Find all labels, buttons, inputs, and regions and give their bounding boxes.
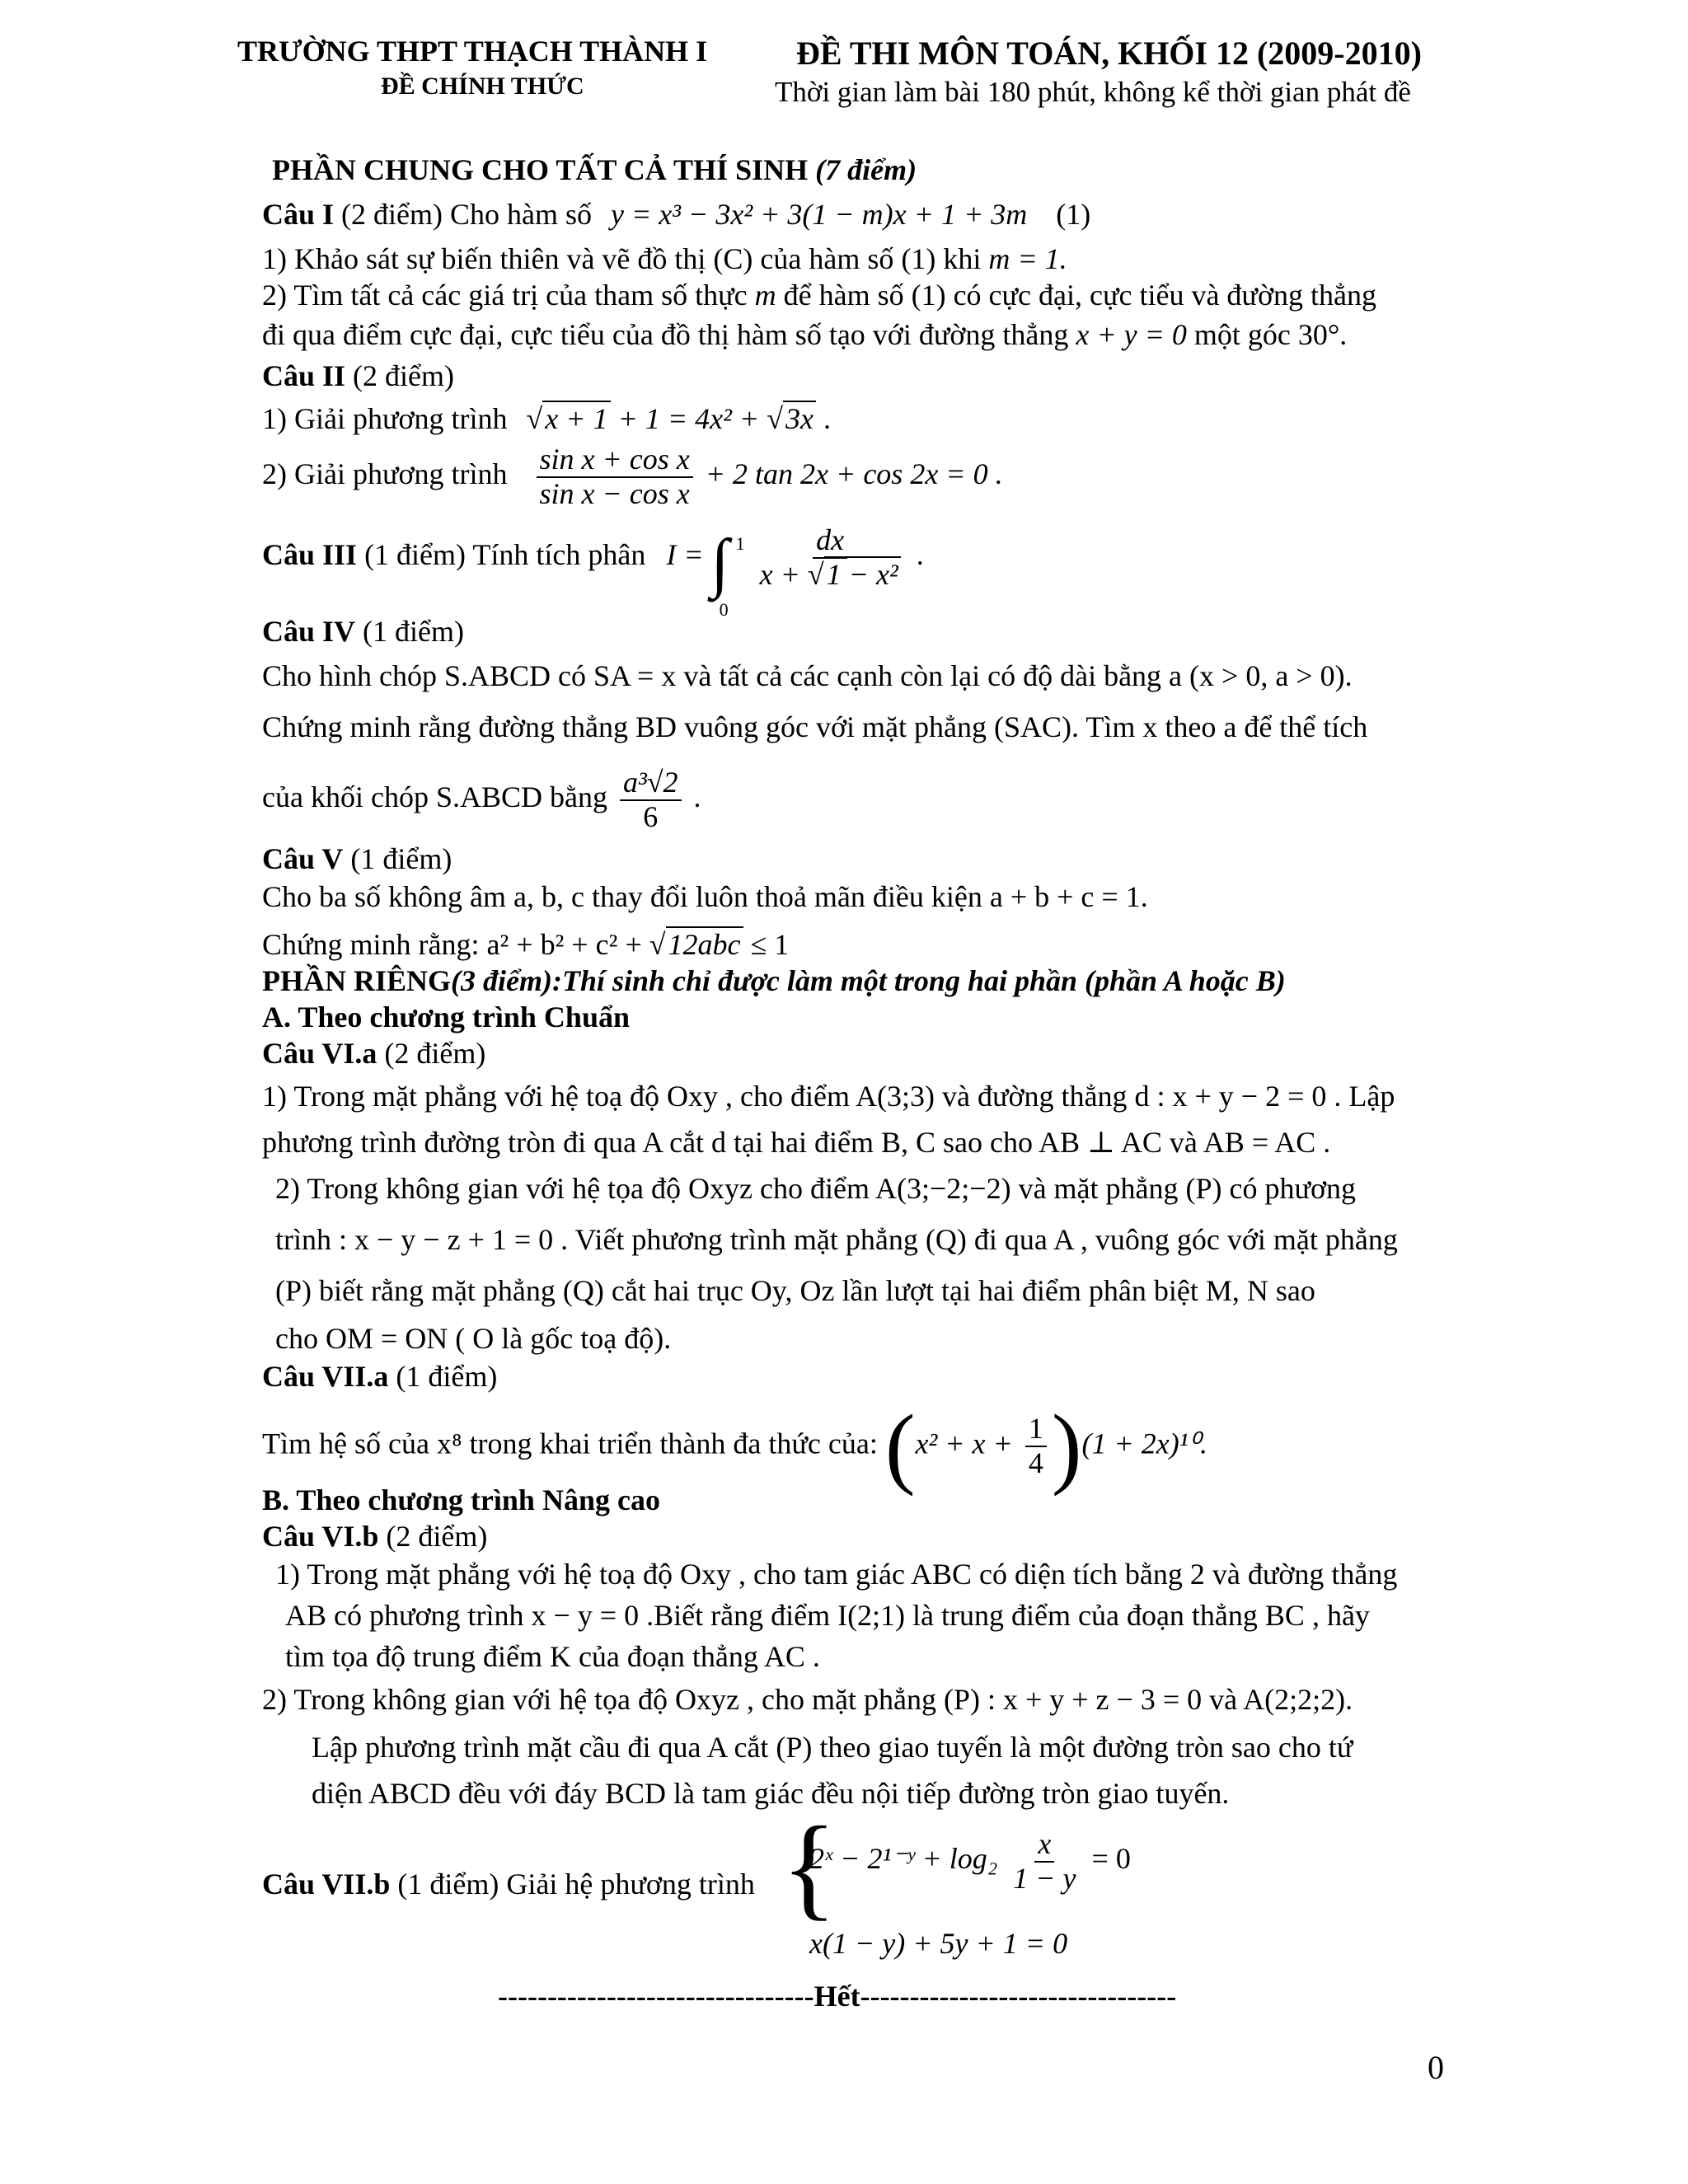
q1-line — [262, 198, 1090, 232]
partA-q7-fraction — [1025, 1413, 1047, 1479]
partA-q6-line4: trình : x − y − z + 1 = 0 . Viết phương trình mặt phẳng (Q) đi qua A , vuông góc với mặt phẳng — [275, 1223, 1398, 1256]
partA-q7-poly: x² + x + — [915, 1427, 1013, 1460]
partA-q7-intro: (1 điểm) — [396, 1360, 498, 1393]
partB-q6-line4: 2) Trong không gian với hệ tọa độ Oxyz , cho mặt phẳng (P) : x + y + z − 3 = 0 và A(2;2;2). — [262, 1683, 1353, 1716]
q4-line3-text: của khối chóp S.ABCD bằng — [262, 780, 607, 813]
q1-part2-line2 — [262, 318, 1347, 352]
q2-part1: 1) Giải phương trình √x + 1 + 1 = 4x² + √3x . — [262, 402, 831, 435]
q2-header — [262, 359, 454, 393]
q3-end: . — [916, 537, 924, 571]
private-rest: (3 điểm):Thí sinh chỉ được làm một trong hai phần (phần A hoặc B) — [451, 964, 1286, 997]
partA-q6-line5: (P) biết rằng mặt phẳng (Q) cắt hai trục Oy, Oz lần lượt tại hai điểm phân biệt M, N sao — [275, 1274, 1315, 1307]
q3-denominator: x + √1 − x² — [757, 559, 904, 592]
system-eq1-fraction — [1010, 1828, 1079, 1895]
q2-part2-fraction — [537, 443, 693, 510]
partA-title: A. Theo chương trình Chuẩn — [262, 1001, 630, 1033]
q5-line2: Chứng minh rằng: a² + b² + c² + √12abc ≤ 1 — [262, 928, 790, 961]
private-heading — [262, 964, 1286, 998]
q5-line2-text: Chứng minh rằng: a² + b² + c² + — [262, 928, 642, 961]
partA-q6-line1: 1) Trong mặt phẳng với hệ toạ độ Oxy , cho điểm A(3;3) và đường thẳng d : x + y − 2 = 0 . Lập — [262, 1080, 1395, 1113]
q4-numerator: a³√2 — [620, 766, 682, 801]
partB-q6-label: Câu VI.b — [262, 1520, 379, 1553]
q4-line2: Chứng minh rằng đường thẳng BD vuông góc với mặt phẳng (SAC). Tìm x theo a để thể tích — [262, 710, 1368, 743]
q3-lower-bound: 0 — [719, 598, 729, 620]
system-eq1-numerator: x — [1034, 1828, 1054, 1863]
common-title: PHẦN CHUNG CHO TẤT CẢ THÍ SINH — [272, 153, 809, 186]
q2-part1-sqrt2: 3x — [783, 401, 816, 435]
q4-line3 — [262, 766, 701, 833]
partB-q6-line2: AB có phương trình x − y = 0 .Biết rằng điểm I(2;1) là trung điểm của đoạn thẳng BC , hãy — [285, 1599, 1370, 1632]
q2-part2-rest: + 2 tan 2x + cos 2x = 0 . — [705, 457, 1003, 490]
q1-intro: (2 điểm) Cho hàm số — [341, 198, 592, 231]
partA-q6-header — [262, 1037, 485, 1071]
q4-end: . — [693, 780, 701, 813]
system-eq1 — [809, 1828, 1131, 1895]
system-eq2: x(1 − y) + 5y + 1 = 0 — [809, 1927, 1068, 1960]
q1-part1 — [262, 242, 1067, 276]
q3-numerator: dx — [813, 524, 847, 559]
q1-part2-line-eq: x + y = 0 — [1076, 318, 1187, 351]
q3-line: Câu III (1 điểm) Tính tích phân I = ∫ 1 0 $\frac{dx}{\text{x + √1 − x²}}$ . — [262, 523, 924, 620]
system-eq1-left: 2ˣ − 2¹⁻ʸ + log₂ — [809, 1841, 998, 1875]
partB-q7-label: Câu VII.b — [262, 1868, 391, 1900]
partB-q6-header — [262, 1520, 487, 1554]
q5-label: Câu V — [262, 842, 344, 875]
common-points: (7 điểm) — [815, 153, 917, 186]
q2-label: Câu II — [262, 359, 346, 392]
q2-part2-text: 2) Giải phương trình — [262, 457, 508, 490]
q1-part2-param: m — [754, 279, 776, 312]
system-eq1-denominator: 1 − y — [1013, 1861, 1076, 1895]
partA-q7-text: Tìm hệ số của x⁸ trong khai triển thành đa thức của: — [262, 1427, 878, 1460]
q2-part2-numerator: sin x + cos x — [537, 443, 693, 478]
partA-q7-numerator: 1 — [1025, 1413, 1047, 1447]
q2-part2-denominator: sin x − cos x — [539, 476, 690, 510]
q2-part1-end: . — [823, 402, 831, 435]
q1-eq-number: (1) — [1056, 198, 1091, 231]
q4-intro: (1 điểm) — [363, 615, 464, 648]
q5-ineq: ≤ 1 — [750, 928, 790, 961]
official-label: ĐỀ CHÍNH THỨC — [381, 73, 584, 100]
q1-part2-line1 — [262, 279, 1376, 312]
q3-upper-bound: 1 — [735, 532, 745, 554]
q1-part1-text: 1) Khảo sát sự biến thiên và vẽ đồ thị (C) của hàm số (1) khi — [262, 242, 982, 275]
partB-q6-line6: diện ABCD đều với đáy BCD là tam giác đều nội tiếp đường tròn giao tuyến. — [312, 1777, 1230, 1810]
q2-intro: (2 điểm) — [353, 359, 455, 392]
partB-q7-line — [262, 1868, 755, 1901]
q5-sqrt: 12abc — [666, 926, 743, 961]
partA-q6-intro: (2 điểm) — [384, 1037, 486, 1070]
q2-part1-text: 1) Giải phương trình — [262, 402, 508, 435]
q4-line1: Cho hình chóp S.ABCD có SA = x và tất cả các cạnh còn lại có độ dài bằng a (x > 0, a > 0). — [262, 659, 1353, 692]
q1-label: Câu I — [262, 198, 335, 231]
partB-q6-line1: 1) Trong mặt phẳng với hệ toạ độ Oxy , cho tam giác ABC có diện tích bằng 2 và đường thẳng — [275, 1558, 1398, 1591]
exam-title: ĐỀ THI MÔN TOÁN, KHỐI 12 (2009-2010) — [796, 35, 1422, 72]
system-eq1-right: = 0 — [1091, 1841, 1131, 1875]
page-number: 0 — [1428, 2049, 1444, 2086]
q1-part2-text-d: đi qua điểm cực đại, cực tiểu của đồ thị hàm số tạo với đường thẳng — [262, 318, 1069, 351]
q3-fraction — [757, 524, 904, 591]
partB-q7-intro: (1 điểm) Giải hệ phương trình — [397, 1868, 755, 1900]
school-name: TRƯỜNG THPT THẠCH THÀNH I — [237, 35, 708, 68]
system-brace: { — [781, 1803, 837, 1931]
partA-q7-denominator: 4 — [1028, 1446, 1043, 1479]
q3-den-a: x + — [759, 557, 800, 591]
partA-q7-header — [262, 1360, 497, 1394]
q4-denominator: 6 — [643, 799, 659, 833]
partA-q6-line6: cho OM = ON ( O là gốc toạ độ). — [275, 1322, 672, 1355]
q2-part1-eq: + 1 = 4x² + — [617, 402, 760, 435]
q2-part1-sqrt1: x + 1 — [542, 401, 610, 435]
partB-q6-line3: tìm tọa độ trung điểm K của đoạn thẳng AC . — [285, 1640, 820, 1673]
q5-intro: (1 điểm) — [350, 842, 452, 875]
partB-q6-line5: Lập phương trình mặt cầu đi qua A cắt (P) theo giao tuyến là một đường tròn sao cho tứ — [312, 1731, 1353, 1764]
partA-q6-label: Câu VI.a — [262, 1037, 377, 1070]
partB-title: B. Theo chương trình Nâng cao — [262, 1483, 660, 1516]
exam-duration: Thời gian làm bài 180 phút, không kể thời gian phát đề — [775, 76, 1411, 108]
q4-label: Câu IV — [262, 615, 356, 648]
q5-line1: Cho ba số không âm a, b, c thay đổi luôn thoả mãn điều kiện a + b + c = 1. — [262, 880, 1148, 913]
q2-part2 — [262, 443, 1003, 510]
q1-part2-text-f: một góc — [1193, 318, 1291, 351]
partA-q7-label: Câu VII.a — [262, 1360, 389, 1393]
q3-lhs: I = — [666, 537, 704, 571]
partA-q7-line: Tìm hệ số của x⁸ trong khai triển thành đa thức của: (x² + x + $\frac{1}{4}$ )(1 + 2x)¹⁰. — [262, 1396, 1207, 1497]
partA-q7-binomial: (1 + 2x)¹⁰. — [1081, 1427, 1207, 1460]
partB-q6-intro: (2 điểm) — [386, 1520, 488, 1553]
q3-den-sqrt: 1 − x² — [824, 556, 901, 591]
q1-part2-angle: 30°. — [1297, 318, 1348, 351]
q4-fraction — [620, 766, 682, 833]
q1-part2-text-c: để hàm số (1) có cực đại, cực tiểu và đường thẳng — [783, 279, 1376, 312]
q1-part2-text-a: 2) Tìm tất cả các giá trị của tham số thực — [262, 279, 748, 312]
q1-part1-cond: m = 1. — [988, 242, 1067, 275]
q5-header — [262, 842, 452, 876]
q3-label: Câu III — [262, 537, 358, 571]
q4-header — [262, 615, 464, 649]
end-marker: --------------------------------Hết-------------------------------- — [498, 1980, 1177, 2013]
common-heading — [272, 153, 917, 187]
q3-intro: (1 điểm) Tính tích phân — [364, 537, 646, 571]
q1-function: y = x³ − 3x² + 3(1 − m)x + 1 + 3m — [611, 198, 1028, 231]
partA-q6-line2: phương trình đường tròn đi qua A cắt d tại hai điểm B, C sao cho AB ⊥ AC và AB = AC . — [262, 1126, 1331, 1159]
private-title: PHẦN RIÊNG — [262, 964, 452, 997]
partA-q6-line3: 2) Trong không gian với hệ tọa độ Oxyz cho điểm A(3;−2;−2) và mặt phẳng (P) có phương — [275, 1172, 1357, 1205]
